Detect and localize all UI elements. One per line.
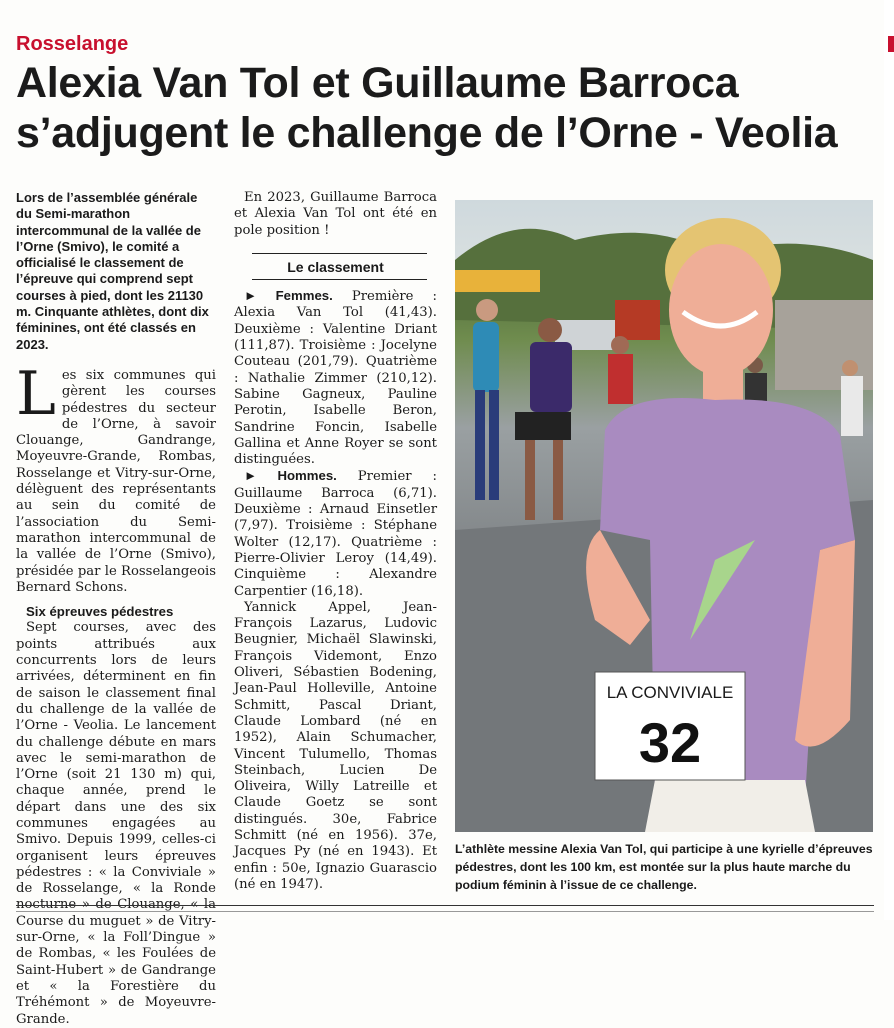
article-kicker: Rosselange: [16, 33, 129, 55]
photo-caption: L’athlète messine Alexia Van Tol, qui participe à une kyrielle d’épreuves pédestres, dont les 100 km, est montée sur la plus haute marche du podium féminin à l’issue de ce challenge.: [455, 842, 873, 892]
headline-line-2: s’adjugent le challenge de l’Orne - Veolia: [16, 109, 838, 157]
classement-femmes: [234, 288, 437, 468]
article-headline: [16, 58, 876, 158]
race-bib: [595, 672, 745, 780]
article-column-1: [16, 190, 216, 1028]
article-chapo: Lors de l’assemblée générale du Semi-marathon intercommunal de la vallée de l’Orne (Smivo), le comité a officialisé le classement de l’épreuve qui comprend sept courses à pied, dont les 21130 m. Cinquante athlètes, dont dix féminines, ont été classés en 2023.: [16, 190, 209, 352]
classement-title: Le classement: [287, 258, 384, 275]
bib-number: 32: [638, 711, 702, 774]
bib-brand: LA CONVIVIALE: [606, 683, 734, 702]
article-lead: [16, 358, 216, 596]
classement-top-rule: [252, 253, 427, 254]
article-subhead: Six épreuves pédestres: [26, 604, 174, 620]
festival-banner: [455, 270, 540, 292]
hommes-text: Premier : Guillaume Barroca (6,71). Deuxième : Arnaud Einsetler (7,97). Troisième : Stéphane Wolter (12,17). Quatrième : Pierre-Olivier Leroy (14,49). Cinquième : Alexandre Carpentier (16,18).: [234, 469, 437, 599]
article-column-2: [234, 190, 437, 893]
femmes-label: ► Femmes.: [244, 288, 333, 304]
hommes-label: ► Hommes.: [244, 468, 337, 484]
photo-illustration: [455, 200, 873, 832]
bottom-rule-thin: [16, 911, 874, 912]
article-photo: [455, 200, 873, 832]
classement-bottom-rule: [252, 279, 427, 280]
drop-cap: L: [16, 358, 56, 429]
femmes-text: Première : Alexia Van Tol (41,43). Deuxième : Valentine Driant (111,87). Troisième : Jocelyne Couteau (201,79). Quatrième : Nathalie Zimmer (210,12). Sabine Gagneux, Pauline Perotin, Isabelle Beron, Sandrine Foncin, Isabelle Gallina et Anne Royer se sont distinguées.: [234, 289, 437, 468]
headline-line-1: Alexia Van Tol et Guillaume Barroca: [16, 59, 739, 107]
next-article-kicker-mark: [888, 36, 894, 52]
article-body-1: Sept courses, avec des points attribués aux concurrents lors de leurs arrivées, déterminent en fin de saison le classement final du challenge de la vallée de l’Orne - Veolia. Le lancement du challenge débute en mars avec le semi-marathon de l’Orne (soit 21 130 m) qui, chaque année, prend le départ dans une des six communes engagées au Smivo. Depuis 1999, celles-ci organisent leurs épreuves pédestres : « la Conviviale » de Rosselange, « la Ronde nocturne » de Clouange, « la Course du muguet » de Vitry-sur-Orne, « la Foll’Dingue » de Rombas, « les Foulées de Saint-Hubert » de Gandrange et « la Forestière du Tréhémont » de Moyeuvre-Grande.: [16, 620, 216, 1027]
lead-text: es six communes qui gèrent les courses pédestres du secteur de l’Orne, à savoir Clouange, Gandrange, Moyeuvre-Grande, Rombas, Rosselange et Vitry-sur-Orne, délèguent des représentants au sein du comité de l’association du Semi-marathon intercommunal de la vallée de l’Orne (Smivo), présidée par le Rosselangeois Bernard Schons.: [16, 367, 216, 595]
bottom-rule: [16, 905, 874, 906]
classement-hommes: [234, 468, 437, 599]
red-truck: [615, 300, 660, 340]
runner-left: [473, 299, 499, 500]
runner-center: [515, 318, 572, 520]
classement-others: Yannick Appel, Jean-François Lazarus, Ludovic Beugnier, Michaël Slawinski, François Videmont, Enzo Oliveri, Sébastien Bodening, Jean-Paul Holleville, Antoine Schmitt, Pascal Driant, Claude Lombard (né en 1952), Alain Schumacher, Vincent Tulumello, Thomas Steinbach, Lucien De Oliveira, Willy Latreille et Claude Goetz se sont distingués. 30e, Fabrice Schmitt (né en 1956). 37e, Jacques Py (né en 1943). Et enfin : 50e, Ignazio Guarascio (né en 1947).: [234, 599, 437, 892]
article-body-2: En 2023, Guillaume Barroca et Alexia Van Tol ont été en pole position !: [234, 190, 437, 238]
next-article-edge: [884, 0, 894, 920]
